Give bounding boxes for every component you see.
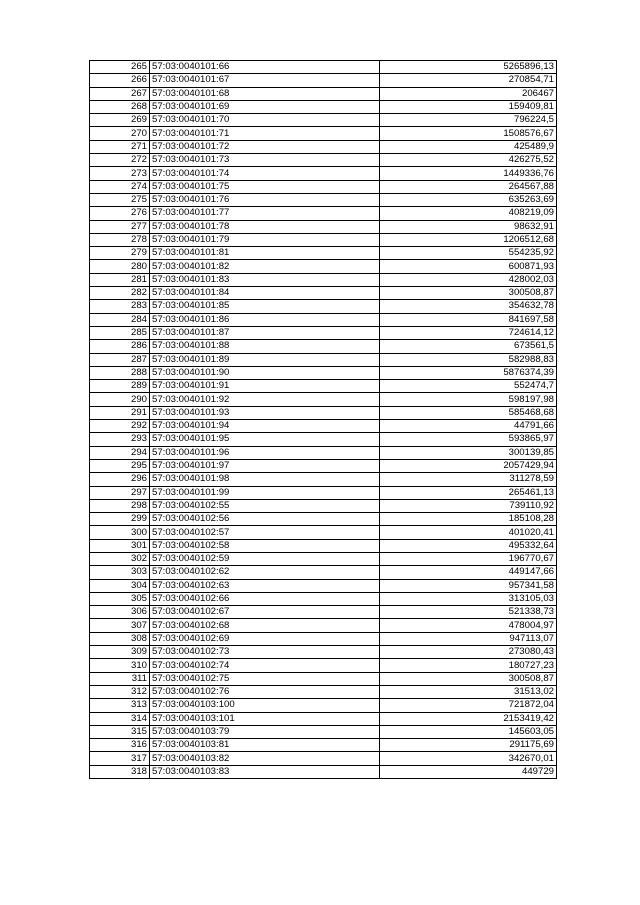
value-cell: 180727,23 (380, 659, 557, 672)
cadastral-number-cell: 57:03:0040101:69 (150, 100, 380, 113)
row-number-cell: 286 (90, 340, 150, 353)
table-row (90, 459, 557, 472)
row-number-cell: 317 (90, 752, 150, 765)
cadastral-number-cell: 57:03:0040101:93 (150, 406, 380, 419)
table-row (90, 287, 557, 300)
row-number-cell: 269 (90, 114, 150, 127)
value-cell: 724614,12 (380, 326, 557, 339)
table-row (90, 473, 557, 486)
value-cell: 841697,58 (380, 313, 557, 326)
row-number-cell: 270 (90, 127, 150, 140)
table-row (90, 340, 557, 353)
cadastral-number-cell: 57:03:0040102:67 (150, 606, 380, 619)
table-row (90, 273, 557, 286)
cadastral-number-cell: 57:03:0040101:74 (150, 167, 380, 180)
table-row (90, 366, 557, 379)
value-cell: 957341,58 (380, 579, 557, 592)
value-cell: 600871,93 (380, 260, 557, 273)
row-number-cell: 275 (90, 193, 150, 206)
cadastral-number-cell: 57:03:0040101:66 (150, 61, 380, 74)
cadastral-number-cell: 57:03:0040103:100 (150, 699, 380, 712)
cadastral-number-cell: 57:03:0040101:76 (150, 193, 380, 206)
value-cell: 425489,9 (380, 140, 557, 153)
row-number-cell: 299 (90, 513, 150, 526)
table-row (90, 486, 557, 499)
value-cell: 300139,85 (380, 446, 557, 459)
table-row (90, 260, 557, 273)
row-number-cell: 289 (90, 380, 150, 393)
cadastral-number-cell: 57:03:0040102:56 (150, 513, 380, 526)
row-number-cell: 295 (90, 459, 150, 472)
cadastral-number-cell: 57:03:0040101:77 (150, 207, 380, 220)
value-cell: 401020,41 (380, 526, 557, 539)
value-cell: 1449336,76 (380, 167, 557, 180)
value-cell: 1206512,68 (380, 233, 557, 246)
value-cell: 947113,07 (380, 632, 557, 645)
cadastral-number-cell: 57:03:0040101:96 (150, 446, 380, 459)
row-number-cell: 296 (90, 473, 150, 486)
cadastral-number-cell: 57:03:0040101:67 (150, 74, 380, 87)
value-cell: 5265896,13 (380, 61, 557, 74)
value-cell: 408219,09 (380, 207, 557, 220)
value-cell: 585468,68 (380, 406, 557, 419)
cadastral-number-cell: 57:03:0040102:69 (150, 632, 380, 645)
row-number-cell: 272 (90, 154, 150, 167)
row-number-cell: 290 (90, 393, 150, 406)
table-row (90, 446, 557, 459)
value-cell: 554235,92 (380, 247, 557, 260)
cadastral-number-cell: 57:03:0040102:76 (150, 685, 380, 698)
table-row (90, 499, 557, 512)
value-cell: 342670,01 (380, 752, 557, 765)
table-row (90, 353, 557, 366)
row-number-cell: 282 (90, 287, 150, 300)
value-cell: 721872,04 (380, 699, 557, 712)
row-number-cell: 313 (90, 699, 150, 712)
cadastral-number-cell: 57:03:0040101:86 (150, 313, 380, 326)
table-row (90, 406, 557, 419)
row-number-cell: 298 (90, 499, 150, 512)
row-number-cell: 302 (90, 552, 150, 565)
row-number-cell: 309 (90, 646, 150, 659)
row-number-cell: 268 (90, 100, 150, 113)
row-number-cell: 267 (90, 87, 150, 100)
cadastral-number-cell: 57:03:0040102:75 (150, 672, 380, 685)
table-row (90, 61, 557, 74)
cadastral-number-cell: 57:03:0040101:68 (150, 87, 380, 100)
row-number-cell: 273 (90, 167, 150, 180)
cadastral-number-cell: 57:03:0040101:84 (150, 287, 380, 300)
cadastral-number-cell: 57:03:0040101:89 (150, 353, 380, 366)
table-row (90, 632, 557, 645)
value-cell: 673561,5 (380, 340, 557, 353)
row-number-cell: 316 (90, 739, 150, 752)
table-row (90, 100, 557, 113)
value-cell: 159409,81 (380, 100, 557, 113)
value-cell: 44791,66 (380, 420, 557, 433)
cadastral-number-cell: 57:03:0040102:57 (150, 526, 380, 539)
row-number-cell: 308 (90, 632, 150, 645)
table-row (90, 193, 557, 206)
value-cell: 300508,87 (380, 287, 557, 300)
cadastral-number-cell: 57:03:0040101:97 (150, 459, 380, 472)
cadastral-number-cell: 57:03:0040103:83 (150, 765, 380, 778)
table-row (90, 154, 557, 167)
table-row (90, 247, 557, 260)
cadastral-number-cell: 57:03:0040102:58 (150, 539, 380, 552)
table-row (90, 566, 557, 579)
cadastral-number-cell: 57:03:0040101:73 (150, 154, 380, 167)
table-row (90, 725, 557, 738)
row-number-cell: 307 (90, 619, 150, 632)
data-table (89, 60, 557, 779)
value-cell: 478004,97 (380, 619, 557, 632)
cadastral-number-cell: 57:03:0040101:82 (150, 260, 380, 273)
table-row (90, 114, 557, 127)
table-row (90, 74, 557, 87)
row-number-cell: 300 (90, 526, 150, 539)
cadastral-number-cell: 57:03:0040101:90 (150, 366, 380, 379)
row-number-cell: 265 (90, 61, 150, 74)
row-number-cell: 314 (90, 712, 150, 725)
cadastral-number-cell: 57:03:0040101:71 (150, 127, 380, 140)
cadastral-number-cell: 57:03:0040101:88 (150, 340, 380, 353)
row-number-cell: 301 (90, 539, 150, 552)
table-row (90, 513, 557, 526)
table-row (90, 539, 557, 552)
cadastral-number-cell: 57:03:0040101:98 (150, 473, 380, 486)
value-cell: 495332,64 (380, 539, 557, 552)
table-row (90, 233, 557, 246)
table-row (90, 579, 557, 592)
value-cell: 31513,02 (380, 685, 557, 698)
table-row (90, 619, 557, 632)
table-row (90, 180, 557, 193)
row-number-cell: 288 (90, 366, 150, 379)
cadastral-number-cell: 57:03:0040101:79 (150, 233, 380, 246)
value-cell: 521338,73 (380, 606, 557, 619)
cadastral-number-cell: 57:03:0040103:82 (150, 752, 380, 765)
value-cell: 635263,69 (380, 193, 557, 206)
row-number-cell: 297 (90, 486, 150, 499)
cadastral-number-cell: 57:03:0040103:81 (150, 739, 380, 752)
table-row (90, 207, 557, 220)
table-row (90, 592, 557, 605)
value-cell: 426275,52 (380, 154, 557, 167)
cadastral-number-cell: 57:03:0040101:78 (150, 220, 380, 233)
value-cell: 593865,97 (380, 433, 557, 446)
table-row (90, 87, 557, 100)
value-cell: 449729 (380, 765, 557, 778)
table-row (90, 420, 557, 433)
value-cell: 428002,03 (380, 273, 557, 286)
row-number-cell: 304 (90, 579, 150, 592)
cadastral-number-cell: 57:03:0040102:74 (150, 659, 380, 672)
cadastral-number-cell: 57:03:0040101:75 (150, 180, 380, 193)
value-cell: 264567,88 (380, 180, 557, 193)
row-number-cell: 276 (90, 207, 150, 220)
value-cell: 1508576,67 (380, 127, 557, 140)
cadastral-number-cell: 57:03:0040102:73 (150, 646, 380, 659)
table-row (90, 552, 557, 565)
value-cell: 739110,92 (380, 499, 557, 512)
cadastral-number-cell: 57:03:0040101:92 (150, 393, 380, 406)
cadastral-number-cell: 57:03:0040101:91 (150, 380, 380, 393)
value-cell: 270854,71 (380, 74, 557, 87)
value-cell: 5876374,39 (380, 366, 557, 379)
cadastral-number-cell: 57:03:0040101:85 (150, 300, 380, 313)
value-cell: 185108,28 (380, 513, 557, 526)
cadastral-number-cell: 57:03:0040101:81 (150, 247, 380, 260)
row-number-cell: 305 (90, 592, 150, 605)
table-row (90, 380, 557, 393)
table-row (90, 393, 557, 406)
cadastral-number-cell: 57:03:0040101:72 (150, 140, 380, 153)
row-number-cell: 303 (90, 566, 150, 579)
value-cell: 2057429,94 (380, 459, 557, 472)
value-cell: 98632,91 (380, 220, 557, 233)
row-number-cell: 310 (90, 659, 150, 672)
row-number-cell: 318 (90, 765, 150, 778)
row-number-cell: 279 (90, 247, 150, 260)
row-number-cell: 284 (90, 313, 150, 326)
cadastral-number-cell: 57:03:0040103:101 (150, 712, 380, 725)
row-number-cell: 283 (90, 300, 150, 313)
row-number-cell: 311 (90, 672, 150, 685)
table-row (90, 433, 557, 446)
table-row (90, 646, 557, 659)
row-number-cell: 281 (90, 273, 150, 286)
cadastral-number-cell: 57:03:0040102:66 (150, 592, 380, 605)
row-number-cell: 266 (90, 74, 150, 87)
table-row (90, 326, 557, 339)
value-cell: 449147,66 (380, 566, 557, 579)
value-cell: 796224,5 (380, 114, 557, 127)
row-number-cell: 278 (90, 233, 150, 246)
row-number-cell: 315 (90, 725, 150, 738)
value-cell: 265461,13 (380, 486, 557, 499)
row-number-cell: 274 (90, 180, 150, 193)
row-number-cell: 277 (90, 220, 150, 233)
table-row (90, 672, 557, 685)
value-cell: 196770,67 (380, 552, 557, 565)
cadastral-number-cell: 57:03:0040102:68 (150, 619, 380, 632)
cadastral-number-cell: 57:03:0040102:62 (150, 566, 380, 579)
table-row (90, 220, 557, 233)
value-cell: 354632,78 (380, 300, 557, 313)
table-row (90, 140, 557, 153)
table-body (90, 61, 557, 779)
row-number-cell: 291 (90, 406, 150, 419)
value-cell: 206467 (380, 87, 557, 100)
table-row (90, 659, 557, 672)
table-row (90, 765, 557, 778)
table-row (90, 526, 557, 539)
cadastral-number-cell: 57:03:0040101:99 (150, 486, 380, 499)
value-cell: 552474,7 (380, 380, 557, 393)
value-cell: 582988,83 (380, 353, 557, 366)
row-number-cell: 280 (90, 260, 150, 273)
row-number-cell: 312 (90, 685, 150, 698)
value-cell: 311278,59 (380, 473, 557, 486)
row-number-cell: 292 (90, 420, 150, 433)
table-row (90, 712, 557, 725)
table-row (90, 699, 557, 712)
cadastral-number-cell: 57:03:0040101:95 (150, 433, 380, 446)
cadastral-number-cell: 57:03:0040102:55 (150, 499, 380, 512)
value-cell: 313105,03 (380, 592, 557, 605)
row-number-cell: 294 (90, 446, 150, 459)
value-cell: 291175,69 (380, 739, 557, 752)
row-number-cell: 285 (90, 326, 150, 339)
value-cell: 300508,87 (380, 672, 557, 685)
cadastral-number-cell: 57:03:0040101:83 (150, 273, 380, 286)
table-row (90, 739, 557, 752)
cadastral-number-cell: 57:03:0040101:87 (150, 326, 380, 339)
cadastral-number-cell: 57:03:0040102:63 (150, 579, 380, 592)
value-cell: 2153419,42 (380, 712, 557, 725)
cadastral-number-cell: 57:03:0040101:70 (150, 114, 380, 127)
row-number-cell: 287 (90, 353, 150, 366)
cadastral-number-cell: 57:03:0040103:79 (150, 725, 380, 738)
table-row (90, 313, 557, 326)
cadastral-number-cell: 57:03:0040102:59 (150, 552, 380, 565)
cadastral-number-cell: 57:03:0040101:94 (150, 420, 380, 433)
table-row (90, 752, 557, 765)
value-cell: 273080,43 (380, 646, 557, 659)
table-row (90, 685, 557, 698)
row-number-cell: 271 (90, 140, 150, 153)
table-row (90, 127, 557, 140)
row-number-cell: 293 (90, 433, 150, 446)
table-row (90, 606, 557, 619)
table-row (90, 167, 557, 180)
row-number-cell: 306 (90, 606, 150, 619)
value-cell: 145603,05 (380, 725, 557, 738)
table-row (90, 300, 557, 313)
value-cell: 598197,98 (380, 393, 557, 406)
